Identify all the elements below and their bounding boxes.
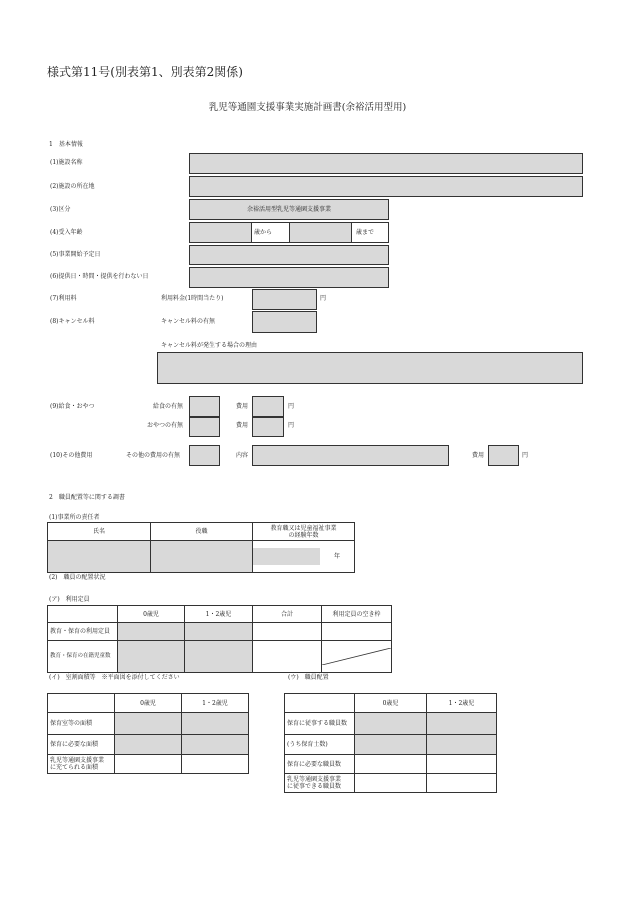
- table-row: [48, 641, 392, 673]
- other-costs-content-label: 内容: [236, 452, 249, 459]
- staff-header-age0: 0歳児: [355, 694, 427, 713]
- required-area-row-label: 保育に必要な面積: [48, 735, 115, 755]
- usage-fee-label: (7)利用料: [50, 295, 77, 302]
- snack-field[interactable]: [189, 417, 220, 437]
- available-staff-age0-field[interactable]: [355, 774, 427, 793]
- other-costs-cost-field[interactable]: [488, 445, 519, 466]
- cancellation-fee-label: (8)キャンセル料: [50, 318, 95, 325]
- age-to-field[interactable]: [290, 223, 352, 242]
- other-costs-field-label: その他の費用の有無: [126, 452, 181, 459]
- table-row: [48, 541, 355, 573]
- service-schedule-label: (6)提供日・時間・提供を行わない日: [50, 273, 149, 280]
- childcare-staff-age12-field[interactable]: [427, 713, 497, 735]
- staff-header-blank: [285, 694, 355, 713]
- snack-cost-unit: 円: [288, 422, 295, 429]
- allocated-area-row-label: 乳児等通園支援事業 に充てられる面積: [48, 755, 115, 774]
- manager-years-group: [253, 548, 354, 565]
- facility-address-field[interactable]: [189, 176, 583, 197]
- form-number: 様式第11号(別表第1、別表第2関係): [47, 65, 243, 79]
- other-costs-label: (10)その他費用: [50, 452, 93, 459]
- table-header-row: [48, 523, 355, 541]
- manager-years-unit: 年: [333, 553, 340, 560]
- snack-cost-field[interactable]: [252, 417, 284, 437]
- allocated-area-age0-field[interactable]: [115, 755, 182, 774]
- allocation-heading: (2) 職員の配置状況: [49, 574, 106, 581]
- room-area-header-age0: 0歳児: [115, 694, 182, 713]
- capacity-heading: (ア) 利用定員: [49, 596, 90, 603]
- other-costs-cost-unit: 円: [522, 452, 529, 459]
- meals-snacks-label: (9)給食・おやつ: [50, 403, 95, 410]
- staff-header-age12: 1・2歳児: [427, 694, 497, 713]
- cancellation-reason-field[interactable]: [157, 352, 583, 384]
- cancellation-fee-field-label: キャンセル料の有無: [161, 318, 216, 325]
- table-row: [285, 713, 497, 735]
- other-costs-content-field[interactable]: [252, 445, 449, 466]
- childcare-staff-age0-field[interactable]: [355, 713, 427, 735]
- table-row: [285, 755, 497, 774]
- service-schedule-field[interactable]: [189, 267, 389, 288]
- manager-years-field[interactable]: [253, 548, 320, 565]
- other-costs-cost-label: 費用: [472, 452, 485, 459]
- table-row: [285, 774, 497, 793]
- facility-address-label: (2)施設の所在地: [50, 183, 95, 190]
- accepted-age-group: [189, 222, 389, 243]
- available-staff-age12-field[interactable]: [427, 774, 497, 793]
- section-basic-info-heading: 1 基本情報: [49, 141, 83, 148]
- required-area-age0-field[interactable]: [115, 735, 182, 755]
- room-area-age0-field[interactable]: [115, 713, 182, 735]
- room-area-header-blank: [48, 694, 115, 713]
- enrolled-total-field[interactable]: [253, 641, 322, 673]
- available-staff-row-label: 乳児等通園支援事業 に従事できる職員数: [285, 774, 355, 793]
- age-from-field[interactable]: [190, 223, 252, 242]
- meal-field[interactable]: [189, 396, 220, 417]
- room-area-table: [47, 693, 249, 774]
- snack-label: おやつの有無: [147, 422, 184, 429]
- other-costs-field[interactable]: [189, 445, 220, 466]
- usage-fee-unit: 円: [320, 295, 327, 302]
- capacity-total-field[interactable]: [253, 623, 322, 641]
- enrolled-vacancy-na-cell: [322, 641, 392, 673]
- meal-cost-label: 費用: [236, 403, 249, 410]
- nursery-teacher-row-label: (うち保育士数): [285, 735, 355, 755]
- room-area-header-age12: 1・2歳児: [182, 694, 249, 713]
- meal-cost-unit: 円: [288, 403, 295, 410]
- childcare-staff-row-label: 保育に従事する職員数: [285, 713, 355, 735]
- capacity-header-vacancy: 利用定員の空き枠: [322, 606, 392, 623]
- start-date-field[interactable]: [189, 245, 389, 265]
- table-row: [48, 735, 249, 755]
- capacity-age12-field[interactable]: [185, 623, 253, 641]
- manager-table: [47, 522, 355, 573]
- cancellation-fee-field[interactable]: [252, 311, 317, 333]
- manager-header-name: 氏名: [48, 523, 151, 541]
- enrolled-row-label: 教育・保育の在籍児童数: [48, 641, 118, 673]
- cancellation-reason-label: キャンセル料が発生する場合の理由: [161, 342, 258, 349]
- room-area-row-label: 保育室等の面積: [48, 713, 115, 735]
- table-row: [48, 755, 249, 774]
- room-area-heading: (イ) 室割面積等 ※平面図を添付してください: [49, 674, 180, 681]
- capacity-header-blank: [48, 606, 118, 623]
- room-area-age12-field[interactable]: [182, 713, 249, 735]
- capacity-header-age0: 0歳児: [118, 606, 185, 623]
- capacity-row-label: 教育・保育の利用定員: [48, 623, 118, 641]
- facility-name-field[interactable]: [189, 153, 583, 174]
- required-staff-age12-field[interactable]: [427, 755, 497, 774]
- nursery-teacher-age0-field[interactable]: [355, 735, 427, 755]
- staff-allocation-heading: (ウ) 職員配置: [288, 674, 329, 681]
- required-area-age12-field[interactable]: [182, 735, 249, 755]
- table-header-row: [285, 694, 497, 713]
- snack-cost-label: 費用: [236, 422, 249, 429]
- manager-name-field[interactable]: [48, 541, 151, 573]
- enrolled-age12-field[interactable]: [185, 641, 253, 673]
- age-from-unit: 歳から: [252, 223, 290, 242]
- facility-name-label: (1)施設名称: [50, 159, 83, 166]
- meal-cost-field[interactable]: [252, 396, 284, 417]
- capacity-header-age12: 1・2歳児: [185, 606, 253, 623]
- manager-position-field[interactable]: [151, 541, 253, 573]
- table-row: [48, 713, 249, 735]
- usage-fee-field[interactable]: [252, 289, 317, 310]
- table-header-row: [48, 606, 392, 623]
- staff-allocation-table: [284, 693, 497, 793]
- table-row: [285, 735, 497, 755]
- capacity-header-total: 合計: [253, 606, 322, 623]
- section-staffing-heading: 2 職員配置等に関する調書: [49, 494, 125, 501]
- capacity-vacancy-field[interactable]: [322, 623, 392, 641]
- document-title: 乳児等通園支援事業実施計画書(余裕活用型用): [208, 102, 407, 113]
- capacity-table: [47, 605, 392, 673]
- capacity-age0-field[interactable]: [118, 623, 185, 641]
- accepted-age-label: (4)受入年齢: [50, 229, 83, 236]
- nursery-teacher-age12-field[interactable]: [427, 735, 497, 755]
- diagonal-slash: [322, 648, 391, 665]
- age-to-unit: 歳まで: [356, 228, 375, 236]
- meal-label: 給食の有無: [153, 403, 184, 410]
- required-staff-row-label: 保育に必要な職員数: [285, 755, 355, 774]
- table-header-row: [48, 694, 249, 713]
- allocated-area-age12-field[interactable]: [182, 755, 249, 774]
- required-staff-age0-field[interactable]: [355, 755, 427, 774]
- table-row: [48, 623, 392, 641]
- start-date-label: (5)事業開始予定日: [50, 251, 101, 258]
- manager-heading: (1)事業所の責任者: [49, 514, 100, 521]
- category-label: (3)区分: [50, 206, 71, 213]
- category-field: 余裕活用型乳児等通園支援事業: [189, 199, 389, 220]
- manager-header-years: 教育職又は児童福祉事業 の経験年数: [253, 523, 355, 541]
- usage-fee-field-label: 利用料金(1時間当たり): [161, 295, 224, 302]
- enrolled-age0-field[interactable]: [118, 641, 185, 673]
- manager-years-cell: [253, 541, 355, 573]
- manager-header-position: 役職: [151, 523, 253, 541]
